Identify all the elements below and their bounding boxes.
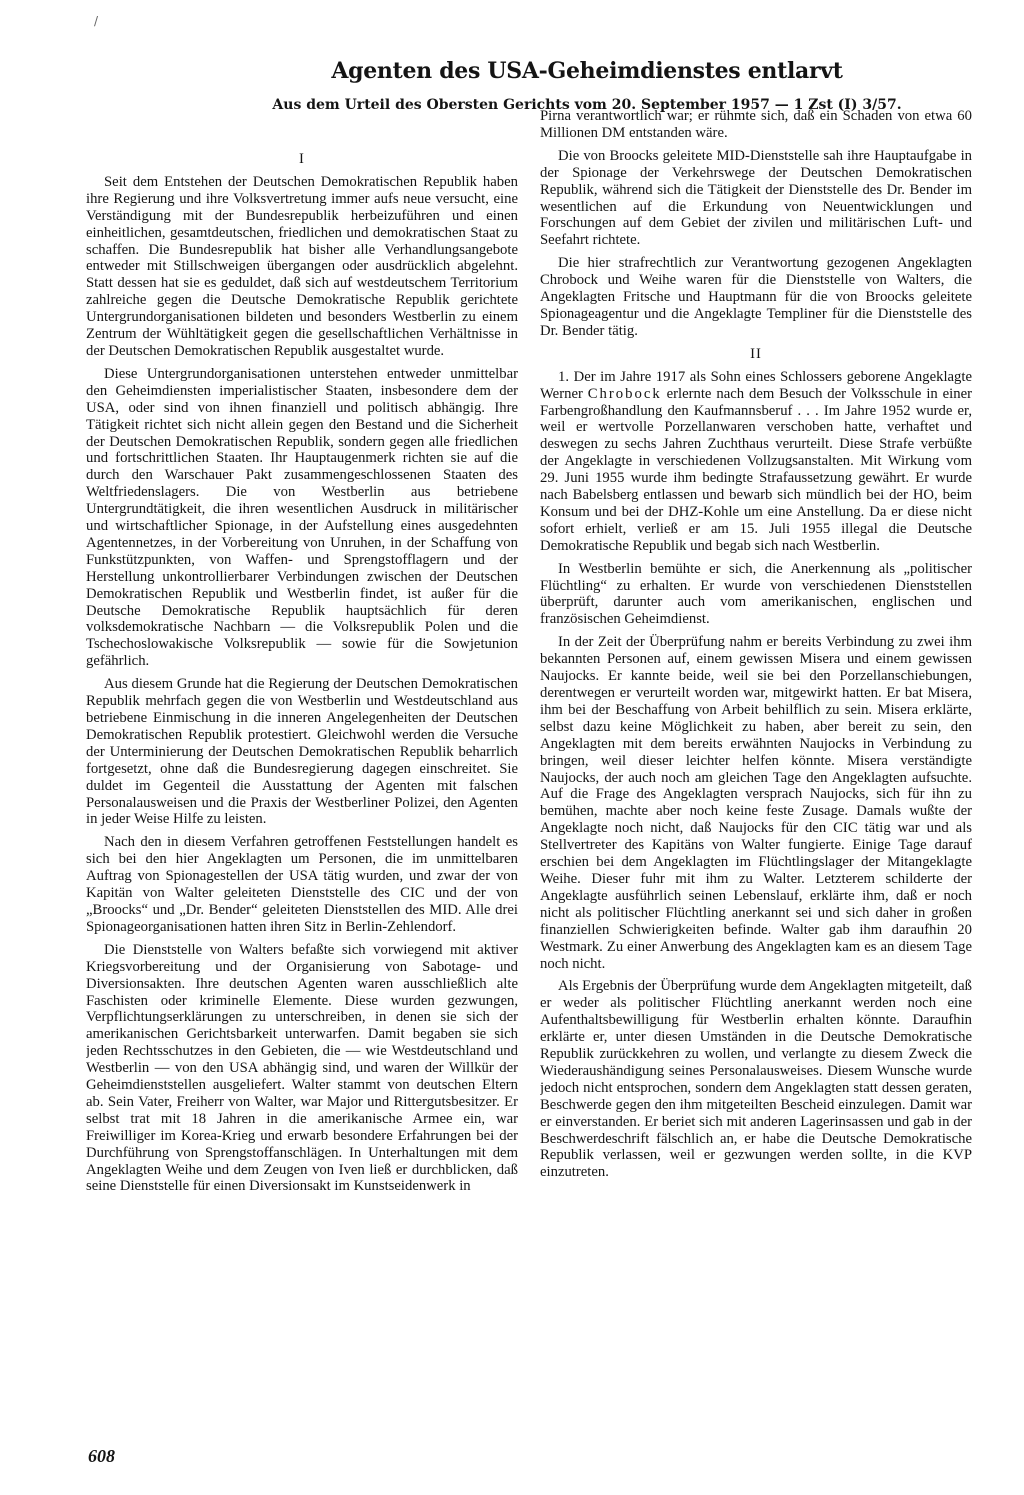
section-heading-2: II <box>750 345 762 362</box>
paragraph: In Westberlin bemühte er sich, die Anerkennung als „politischer Flüchtling“ zu erhalten. Er wurde von verschiedenen Dienststellen überprüft, darunter auch vom amerikanischen, englischen und französischen Geheimdienst. <box>540 560 972 628</box>
stray-mark: / <box>94 14 99 28</box>
right-column <box>540 108 972 1398</box>
paragraph: Die Dienststelle von Walters befaßte sich vorwiegend mit aktiver Kriegsvorbereitung und der Organisierung von Sabotage- und Diversionsakten. Ihre deutschen Agenten waren ausschließlich alte Faschisten oder kriminelle Elemente. Diese wurden gezwungen, Verpflichtungserklärungen zu unterschreiben, in denen sie sich der amerikanischen Gerichtsbarkeit unterwarfen. Damit begaben sie sich jeden Rechtsschutzes in den Gebieten, die — wie Westdeutschland und Westberlin — von den USA abhängig sind, und waren der Willkür der Geheimdienststellen ausgeliefert. Walter stammt von deutschen Eltern ab. Sein Vater, Freiherr von Walter, war Major und Rittergutsbesitzer. Er selbst trat mit 18 Jahren in die amerikanische Armee ein, war Freiwilliger im Korea-Krieg und erwarb besondere Erfahrungen bei der Durchführung von Sprengstoffanschlägen. In Unterhaltungen mit dem Angeklagten Weihe und dem Zeugen von Iven ließ er durchblicken, daß seine Dienststelle für einen Diversionsakt im Kunstseidenwerk in <box>86 941 518 1195</box>
paragraph: Die von Broocks geleitete MID-Dienststelle sah ihre Hauptaufgabe in der Spionage der Verkehrswege der Deutschen Demokratischen Republik, während sich die Tätigkeit der Dienststelle des Dr. Bender im wesentlichen auf die Erkundung von Neuentwicklungen und Forschungen auf dem Gebiet der zivilen und militärischen Luft- und Seefahrt richtete. <box>540 147 972 249</box>
paragraph: Als Ergebnis der Überprüfung wurde dem Angeklagten mitgeteilt, daß er weder als politischer Flüchtling anerkannt werden noch eine Aufenthaltsbewilligung für Westberlin erhalten könnte. Daraufhin erklärte er, unter diesen Umständen in die Deutsche Demokratische Republik zurückkehren zu wollen, und verlangte zu diesem Zweck die Wiederaushändigung seines Personalausweises. Diesem Wunsche wurde jedoch nicht entsprochen, sondern dem Angeklagten statt dessen geraten, Beschwerde gegen den ihm mitgeteilten Bescheid einzulegen. Damit war er einverstanden. Er beriet sich mit anderen Lagerinsassen und gab in der Beschwerdeschrift fälschlich an, er habe die Deutsche Demokratische Republik verlassen, weil er gezwungen werden sollte, in die KVP einzutreten. <box>540 978 972 1181</box>
paragraph: Nach den in diesem Verfahren getroffenen Feststellungen handelt es sich bei den hier Angeklagten um Personen, die im unmittelbaren Auftrag von Spionagestellen der USA tätig wurden, und zwar der von Kapitän von Walter geleiteten Dienststelle des CIC und der von „Broocks“ und „Dr. Bender“ geleiteten Dienststellen des MID. Alle drei Spionageorganisationen hatten ihren Sitz in Berlin-Zehlendorf. <box>86 834 518 935</box>
defendant-name: Chrobock <box>587 385 662 402</box>
paragraph: In der Zeit der Überprüfung nahm er bereits Verbindung zu zwei ihm bekannten Personen auf, einem gewissen Misera und einem gewissen Naujocks. Er kannte beide, weil sie bei den Porzellanschiebungen, derentwegen er verurteilt worden war, mitgewirkt hatten. Er bat Misera, ihm bei der Beschaffung von Arbeit behilflich zu sein. Misera erklärte, selbst dazu keine Möglichkeit zu haben, aber bereit zu sein, den Angeklagten mit dem bereits erwähnten Naujocks in Verbindung zu bringen, weil dieser leichter helfen könnte. Misera verständigte Naujocks, der auch noch am gleichen Tage den Angeklagten aufsuchte. Auf die Frage des Angeklagten versprach Naujocks, sich für ihn zu bemühen, machte aber noch keine feste Zusage. Damals wußte der Angeklagte noch nicht, daß Naujocks für den CIC tätig war und als Stellvertreter des Kapitäns von Walter fungierte. Einige Tage darauf erschien bei dem Angeklagten im Flüchtlingslager der Mitangeklagte Weihe. Dieser fuhr mit ihm zu Walter. Letzterem schilderte der Angeklagte ausführlich seinen Lebenslauf, erklärte ihm, daß er noch nicht als politischer Flüchtling anerkannt sei und sich daher in großen finanziellen Schwierigkeiten befinde. Walter gab ihm daraufhin 20 Westmark. Zu einer Anwerbung des Angeklagten kam es an diesem Tage noch nicht. <box>540 634 972 972</box>
article-title: Agenten des USA-Geheimdienstes entlarvt <box>331 58 843 84</box>
section-heading-1: I <box>299 151 305 167</box>
paragraph-text: erlernte nach dem Besuch der Volksschule in einer Farbengroßhandlung den Kaufmannsberuf . . . Im Jahre 1952 wurde er, weil er wertvolle Porzellanwaren verschoben hatte, verhaftet und deswegen zu sechs Jahren Zuchthaus verurteilt. Diese Strafe verbüßte der Angeklagte in verschiedenen Vollzugsanstalten. Mit Wirkung vom 29. Juni 1955 wurde ihm bedingte Strafaussetzung gewährt. Er wurde nach Babelsberg entlassen und bewarb sich mündlich bei der HO, beim Konsum und bei der DHZ-Kohle um eine Anstellung. Da er diese nicht sofort erhielt, verließ er am 15. Juli 1955 illegal die Deutsche Demokratische Republik und begab sich nach Westberlin. <box>540 385 972 554</box>
paragraph: Diese Untergrundorganisationen unterstehen entweder unmittelbar den Geheimdiensten imperialistischer Staaten, insbesondere dem der USA, oder sind von ihnen finanziell und politisch abhängig. Ihre Tätigkeit richtet sich nicht allein gegen den Bestand und die Sicherheit der Deutschen Demokratischen Republik, sondern gegen alle friedlichen und fortschrittlichen Staaten. Ihr Hauptaugenmerk richten sie auf die durch den Warschauer Pakt zusammengeschlossenen Staaten des Weltfriedenslagers. Die von Westberlin aus betriebene Untergrundtätigkeit, die ihren wesentlichen Ausdruck in militärischer und wirtschaftlicher Spionage, in der Aufstellung eines ausgedehnten Agentennetzes, in der Vorbereitung von Unruhen, in der Schaffung von Funkstützpunkten, von Waffen- und Sprengstofflagern und der Herstellung unkontrollierbarer Verbindungen zwischen der Deutschen Demokratischen Republik und Westberlin findet, ist außer für die Deutsche Demokratische Republik hauptsächlich für deren volksdemokratische Nachbarn — die Volksrepublik Polen und die Tschechoslowakische Volksrepublik — sowie für die Sowjetunion gefährlich. <box>86 365 518 670</box>
page-number: 608 <box>88 1446 115 1466</box>
paragraph: Aus diesem Grunde hat die Regierung der Deutschen Demokratischen Republik mehrfach gegen die von Westberlin und Westdeutschland aus betriebene Einmischung in die inneren Angelegenheiten der Deutschen Demokratischen Republik protestiert. Gleichwohl werden die Versuche der Unterminierung der Deutschen Demokratischen Republik beharrlich fortgesetzt, ohne daß die Bundesregierung dagegen einschreitet. Sie duldet im Gegenteil die Ausstattung der Agenten mit falschen Personalausweisen und die Praxis der Westberliner Polizei, den Agenten in jeder Weise Hilfe zu leisten. <box>86 676 518 828</box>
left-column <box>86 147 518 1437</box>
paragraph: Die hier strafrechtlich zur Verantwortung gezogenen Angeklagten Chrobock und Weihe waren für die Dienststelle von Walters, die Angeklagten Fritsche und Hauptmann für die von Broocks geleitete Spionageagentur und die Angeklagte Templiner für die Dienststelle des Dr. Bender tätig. <box>540 255 972 339</box>
paragraph <box>540 369 972 555</box>
paragraph: Pirna verantwortlich war; er rühmte sich, daß ein Schaden von etwa 60 Millionen DM entstanden wäre. <box>540 108 972 141</box>
article-subtitle: Aus dem Urteil des Obersten Gerichts vom 20. September 1957 — 1 Zst (I) 3/57. <box>272 97 902 113</box>
paragraph: Seit dem Entstehen der Deutschen Demokratischen Republik haben ihre Regierung und ihre Volksvertretung immer aufs neue versucht, eine Verständigung mit der Bundesrepublik herbeizuführen und einen einheitlichen, gesamtdeutschen, friedlichen und demokratischen Staat zu schaffen. Die Bundesrepublik hat bisher alle Verhandlungsangebote entweder mit Stillschweigen übergangen oder ausdrücklich abgelehnt. Statt dessen hat sie es geduldet, daß sich auf westdeutschem Territorium zahlreiche gegen die Deutsche Demokratische Republik gerichtete Untergrundorganisationen bildeten und besonders Westberlin zu einem Zentrum der Wühltätigkeit gegen die gesellschaftlichen Verhältnisse in der Deutschen Demokratischen Republik ausgestaltet wurde. <box>86 173 518 359</box>
paragraph-text: 1. Der im Jahre 1917 als Sohn eines Schlossers geborene Angeklagte Werner <box>540 368 972 402</box>
